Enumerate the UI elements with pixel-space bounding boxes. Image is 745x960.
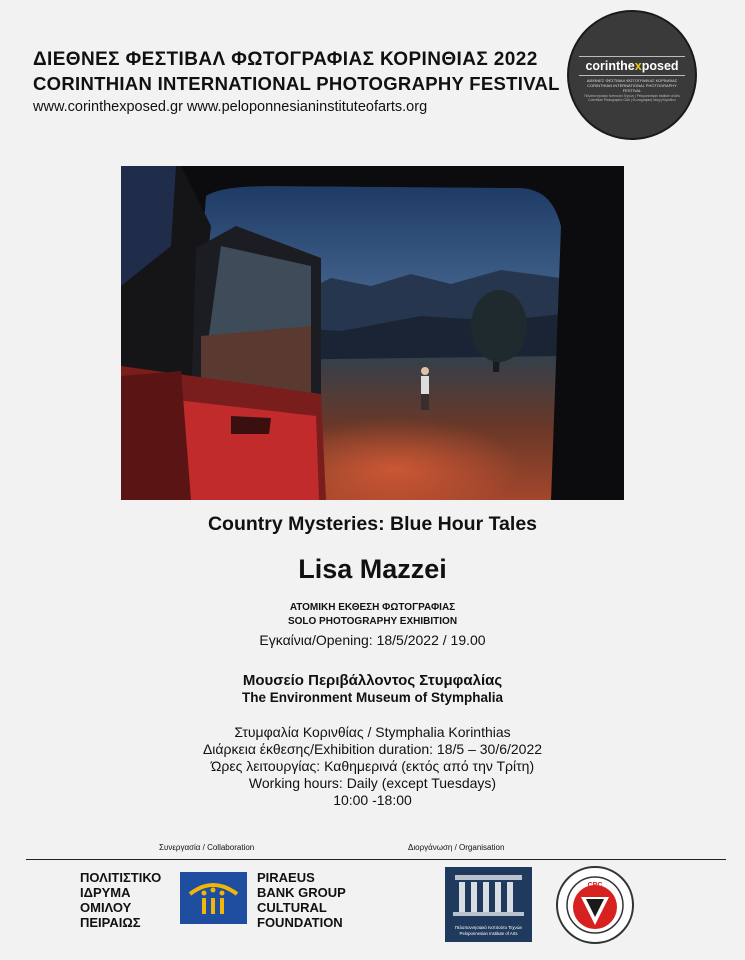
festival-title-greek: ΔΙΕΘΝΕΣ ΦΕΣΤΙΒΑΛ ΦΩΤΟΓΡΑΦΙΑΣ ΚΟΡΙΝΘΙΑΣ 2022 (33, 49, 538, 70)
opening-date: Εγκαίνια/Opening: 18/5/2022 / 19.00 (259, 632, 486, 648)
exhibition-duration: Διάρκεια έκθεσης/Exhibition duration: 18/5 – 30/6/2022 (202, 741, 543, 757)
venue-info (0, 724, 745, 809)
collaboration-label: Συνεργασία / Collaboration (159, 843, 255, 852)
artist-name: Lisa Mazzei (298, 554, 447, 584)
temple-icon (445, 867, 532, 919)
corinthexposed-logo (569, 12, 695, 138)
working-hours-english: Working hours: Daily (except Tuesdays) (248, 775, 497, 791)
venue-name-greek: Μουσείο Περιβάλλοντος Στυμφαλίας (242, 672, 503, 689)
venue-location: Στυμφαλία Κορινθίας / Stymphalia Korinthias (234, 724, 511, 740)
exhibition-type-english: SOLO PHOTOGRAPHY EXHIBITION (287, 616, 458, 627)
piraeus-foundation-logo-icon (180, 872, 247, 924)
venue-name-english: The Environment Museum of Stymphalia (241, 690, 504, 705)
exhibition-photograph (121, 166, 624, 500)
peloponnesian-institute-logo (445, 867, 532, 942)
pia-logo-text: Πελοποννησιακό Ινστιτούτο Τεχνών Peloponnesian Institute of Arts (454, 925, 523, 936)
organisation-label: Διοργάνωση / Organisation (408, 843, 505, 852)
working-hours-greek: Ώρες λειτουργίας: Καθημερινά (εκτός από την Τρίτη) (210, 758, 535, 774)
festival-title-english: CORINTHIAN INTERNATIONAL PHOTOGRAPHY FESTIVAL (33, 73, 560, 94)
exhibition-title: Country Mysteries: Blue Hour Tales (207, 513, 538, 535)
logo-subtitle: ΔΙΕΘΝΕΣ ΦΕΣΤΙΒΑΛ ΦΩΤΟΓΡΑΦΙΑΣ ΚΟΡΙΝΘΙΑΣ CORINTHIAN INTERNATIONAL PHOTOGRAPHY FESTIVAL (586, 78, 678, 93)
logo-organisers: Πελοποννησιακό Ινστιτούτο Τεχνών | Peloponnesian Institute of Arts Corinthian Photographic Club | Φωτογραφική Λέσχη Κορίνθου (584, 94, 680, 103)
cpc-label: CPC (587, 882, 603, 889)
exhibition-type-greek: ΑΤΟΜΙΚΗ ΕΚΘΕΣΗ ΦΩΤΟΓΡΑΦΙΑΣ (289, 602, 456, 613)
working-hours-time: 10:00 -18:00 (333, 792, 412, 808)
pif-name-english: PIRAEUS BANK GROUP CULTURAL FOUNDATION (257, 870, 346, 930)
logo-wordmark: corinthexposed (579, 56, 685, 76)
footer-divider (26, 859, 726, 860)
festival-header (33, 48, 560, 117)
corinthian-photographic-club-logo-icon (555, 865, 635, 945)
pif-name-greek: ΠΟΛΙΤΙΣΤΙΚΟ ΙΔΡΥΜΑ ΟΜΙΛΟΥ ΠΕΙΡΑΙΩΣ (80, 870, 162, 930)
festival-websites: www.corinthexposed.gr www.peloponnesianinstituteofarts.org (33, 99, 428, 115)
